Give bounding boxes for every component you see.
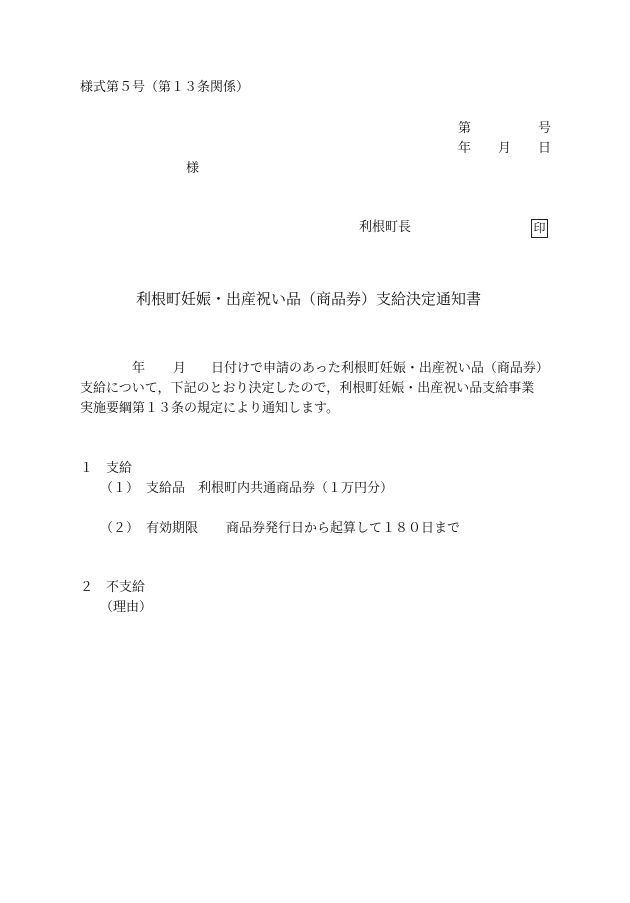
date-day: 日 <box>538 141 552 156</box>
body-line-1: 日付けで申請のあった利根町妊娠・出産祝い品（商品券） <box>211 361 549 376</box>
section-2-reason-label: （理由） <box>100 600 153 615</box>
body-month: 月 <box>173 361 187 376</box>
document-title: 利根町妊娠・出産祝い品（商品券）支給決定通知書 <box>136 290 482 308</box>
section-1-item-2-label: 有効期限 <box>146 521 199 536</box>
section-1-item-2-number: （２） <box>100 521 140 536</box>
seal-stamp: 印 <box>531 219 548 238</box>
section-1-item-1-number: （１） <box>100 481 140 496</box>
number-prefix: 第 <box>458 121 472 136</box>
section-1-item-2-text: 商品券発行日から起算して１８０日まで <box>226 521 461 536</box>
number-suffix: 号 <box>538 121 552 136</box>
date-year: 年 <box>458 141 472 156</box>
body-line-2: 支給について，下記のとおり決定したので，利根町妊娠・出産祝い品支給事業 <box>80 381 535 396</box>
body-line-3: 実施要綱第１３条の規定により通知します。 <box>80 401 339 416</box>
section-1-heading: １ 支給 <box>80 461 133 476</box>
form-reference: 様式第５号（第１３条関係） <box>80 80 250 95</box>
date-month: 月 <box>498 141 512 156</box>
issuer-title: 利根町長 <box>359 220 412 235</box>
section-2-heading: ２ 不支給 <box>80 580 146 595</box>
body-year: 年 <box>132 361 146 376</box>
section-1-item-1-text: 支給品 利根町内共通商品券（１万円分） <box>146 481 394 496</box>
addressee-honorific: 様 <box>186 161 200 176</box>
